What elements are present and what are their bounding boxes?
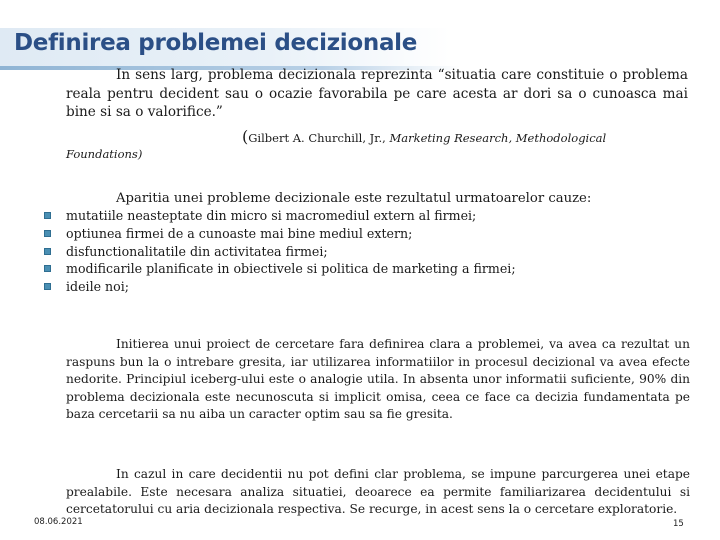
list-item: [40, 260, 516, 278]
citation-work: Marketing Research, Methodological: [389, 131, 607, 145]
causes-list: [40, 207, 516, 296]
square-bullet-icon: [44, 248, 51, 255]
square-bullet-icon: [44, 230, 51, 237]
definition-quote-text: In sens larg, problema decizionala reprezinta “situatia care constituie o problema reala pentru decident sau o ocazie favorabila pe care acesta ar dori sa o cunoasca mai bine si sa o valorifice.”: [66, 67, 688, 120]
cause-text: ideile noi;: [66, 279, 130, 295]
research-paragraph: [66, 336, 690, 424]
list-item: [40, 225, 516, 243]
citation-continuation: Foundations): [66, 147, 143, 161]
list-item: [40, 278, 516, 296]
citation-author: Gilbert A. Churchill, Jr.,: [248, 131, 390, 145]
list-item: [40, 207, 516, 225]
decident-paragraph: [66, 466, 690, 519]
citation-paren: (: [242, 127, 249, 146]
cause-text: modificarile planificate in obiectivele si politica de marketing a firmei;: [66, 261, 516, 277]
list-item: [40, 243, 516, 261]
definition-quote: [66, 66, 688, 122]
cause-text: mutatiile neasteptate din micro si macromediul extern al firmei;: [66, 208, 477, 223]
decident-paragraph-text: In cazul in care decidentii nu pot defini clar problema, se impune parcurgerea unei etape prealabile. Este necesara analiza situatiei, deoarece ea permite familiarizarea decidentului si cercetatorului cu aria decizionala respectiva. Se recurge, in acest sens la o cercetare exploratorie.: [66, 467, 690, 516]
square-bullet-icon: [44, 212, 51, 219]
citation: [242, 128, 606, 147]
square-bullet-icon: [44, 265, 51, 272]
research-paragraph-text: Initierea unui proiect de cercetare fara definirea clara a problemei, va avea ca rezultat un raspuns bun la o intrebare gresita, iar utilizarea informatiilor in procesul decizional va avea efecte nedorite. Principiul iceberg-ului este o analogie utila. In absenta unor informatii suficiente, 90% din problema decizionala este necunoscuta si implicit omisa, ceea ce face ca decizia fundamentata pe baza cercetarii sa nu aiba un caracter optim sau sa fie gresita.: [66, 337, 690, 421]
footer-date: 08.06.2021: [34, 517, 83, 527]
cause-text: optiunea firmei de a cunoaste mai bine mediul extern;: [66, 225, 413, 241]
square-bullet-icon: [44, 283, 51, 290]
page-number: 15: [673, 519, 684, 529]
causes-intro: Aparitia unei probleme decizionale este rezultatul urmatoarelor cauze:: [116, 191, 592, 206]
cause-text: disfunctionalitatile din activitatea firmei;: [66, 243, 328, 259]
page-title: Definirea problemei decizionale: [14, 30, 418, 56]
